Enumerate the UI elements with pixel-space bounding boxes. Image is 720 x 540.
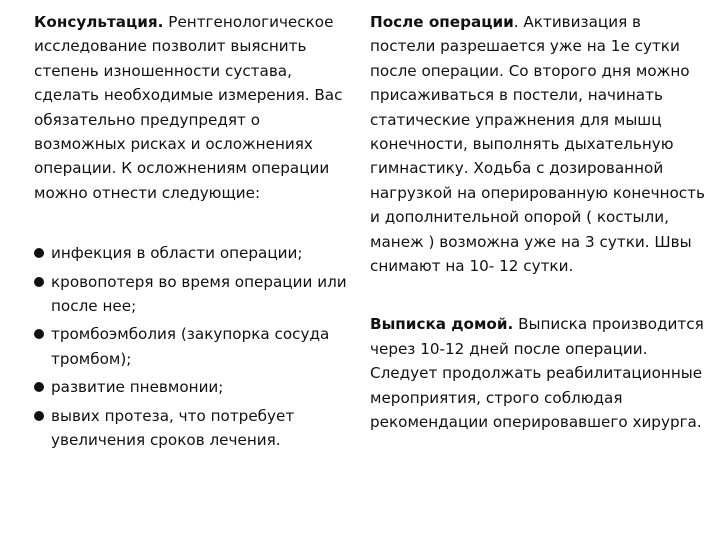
list-item <box>34 270 352 319</box>
spacer <box>370 278 708 312</box>
list-item-text: вывих протеза, что потребует увеличения сроков лечения. <box>51 406 295 450</box>
list-item <box>34 404 352 453</box>
discharge-heading: Выписка домой. <box>370 315 514 334</box>
bullet-icon <box>34 248 44 258</box>
consultation-heading: Консультация. <box>34 13 164 31</box>
spacer <box>34 205 352 241</box>
complications-list <box>34 241 352 452</box>
list-item <box>34 322 352 371</box>
bullet-icon <box>34 411 44 421</box>
after-surgery-paragraph <box>370 10 708 278</box>
list-item-text: тромбоэмболия (закупорка сосуда тромбом); <box>51 325 330 368</box>
consultation-paragraph <box>34 10 352 205</box>
list-item-text: кровопотеря во время операции или после нее; <box>51 272 347 316</box>
after-surgery-heading: После операции <box>370 13 514 31</box>
discharge-paragraph <box>370 312 708 434</box>
bullet-icon <box>34 277 44 287</box>
bullet-icon <box>34 329 44 339</box>
list-item <box>34 375 352 399</box>
bullet-icon <box>34 382 44 392</box>
list-item-text: инфекция в области операции; <box>51 244 303 263</box>
list-item <box>34 241 352 265</box>
after-surgery-text: . Активизация в постели разрешается уже на 1е сутки после операции. Со второго дня можно присаживаться в постели, начинать статические упражнения для мышц конечности, выполнять дыхательную гимнастику. Ходьба с дозированной нагрузкой на оперированную конечность и дополнительной опорой ( костыли, манеж ) возможна уже на 3 сутки. Швы снимают на 10- 12 сутки. <box>370 13 705 276</box>
list-item-text: развитие пневмонии; <box>51 378 224 397</box>
discharge-text: Выписка производится через 10-12 дней после операции. Следует продолжать реабилитационные мероприятия, строго соблюдая рекомендации оперировавшего хирурга. <box>370 315 704 432</box>
right-column <box>370 10 708 435</box>
left-column <box>34 10 352 457</box>
consultation-text: Рентгенологическое исследование позволит выяснить степень изношенности сустава, сделать необходимые измерения. Вас обязательно предупредят о возможных рисках и осложнениях операции. К осложнениям операции можно отнести следующие: <box>34 13 343 202</box>
